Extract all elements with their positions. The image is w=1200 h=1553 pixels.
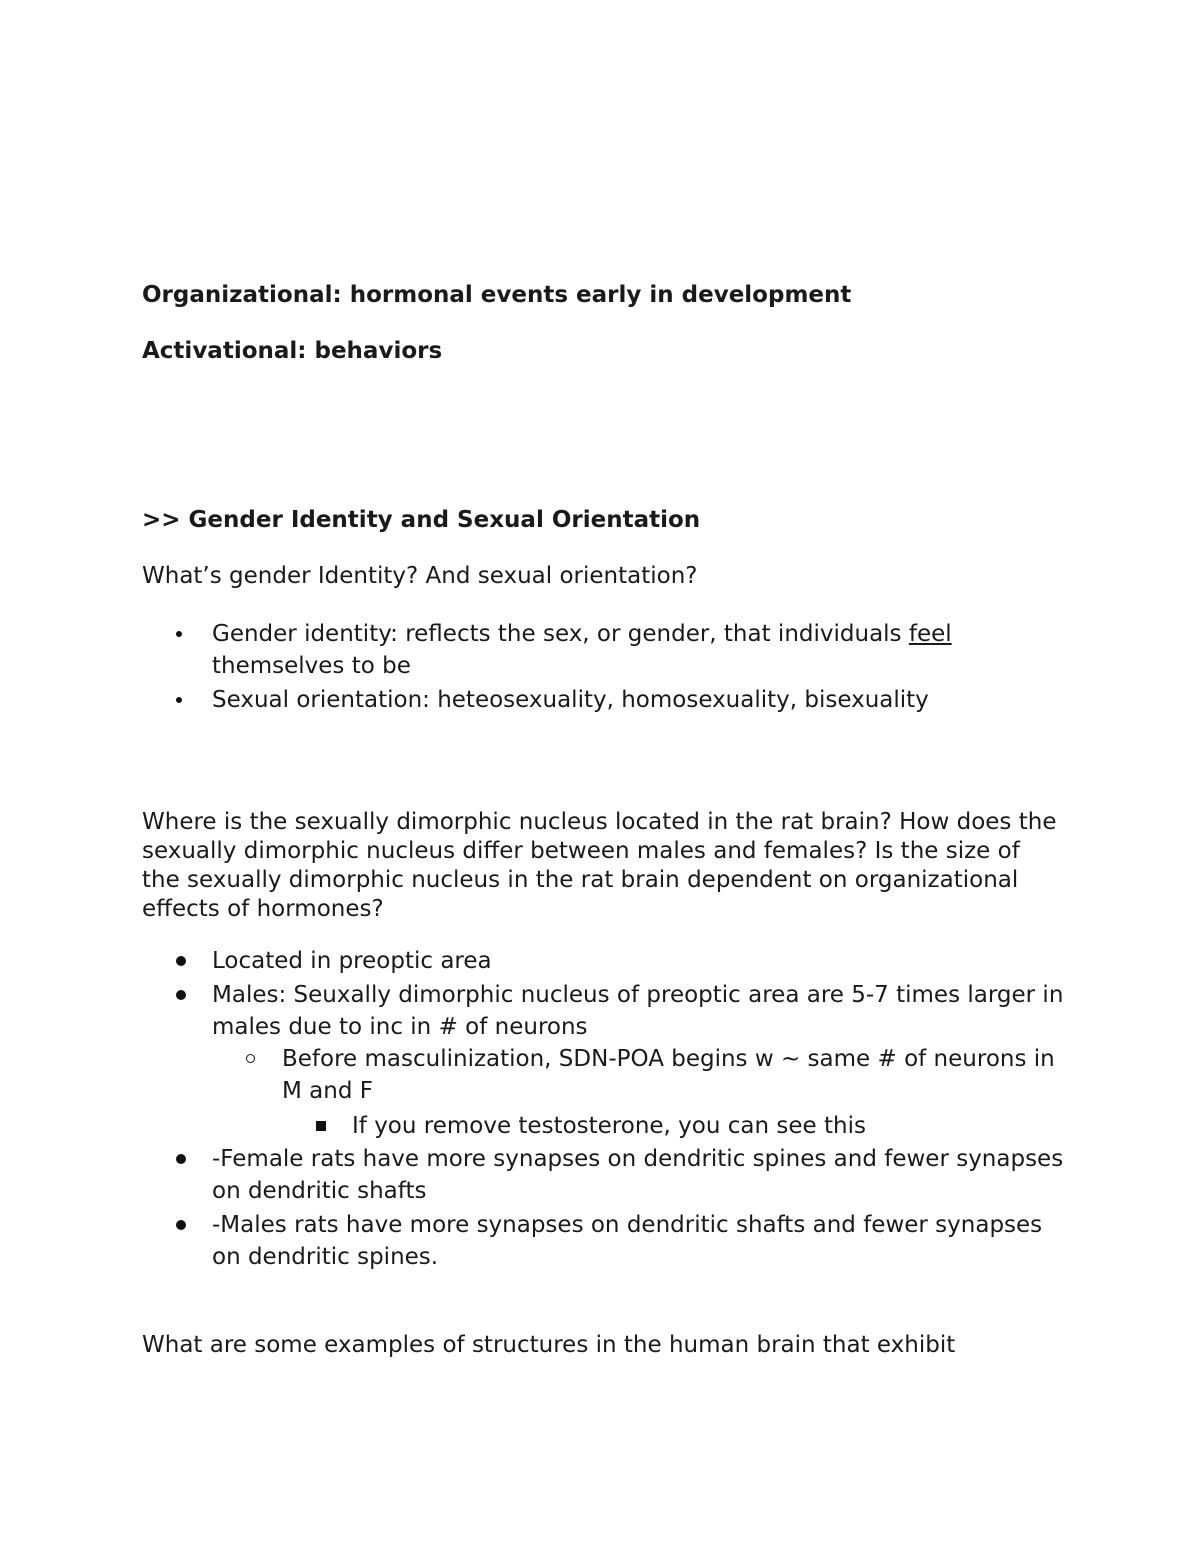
list-item: Sexual orientation: heteosexuality, homosexuality, bisexuality — [212, 684, 1072, 716]
bullet-icon — [176, 990, 186, 1000]
circle-bullet-icon — [246, 1054, 255, 1063]
heading-activational: Activational: behaviors — [142, 338, 443, 364]
bullet-icon — [176, 1154, 186, 1164]
square-bullet-icon — [316, 1121, 326, 1131]
question-sdn: Where is the sexually dimorphic nucleus located in the rat brain? How does the sexually dimorphic nucleus differ between males and females? Is the size of the sexually dimorphic nucleus in the rat brain dependent on organizational effects of hormones? — [142, 809, 1057, 922]
synapse-list — [212, 1143, 1072, 1273]
list-item: Gender identity: reflects the sex, or gender, that individuals feel themselves to be — [212, 618, 1072, 682]
list-item: Located in preoptic area — [212, 945, 1072, 977]
gender-identity-list — [212, 618, 1072, 716]
list-item: Males: Seuxally dimorphic nucleus of preoptic area are 5-7 times larger in males due to inc in # of neurons — [212, 979, 1072, 1043]
bullet-icon — [176, 697, 182, 703]
list-item: Before masculinization, SDN-POA begins w ~ same # of neurons in M and F — [282, 1043, 1072, 1107]
question-human-brain: What are some examples of structures in the human brain that exhibit — [142, 1332, 956, 1358]
heading-organizational: Organizational: hormonal events early in development — [142, 282, 852, 308]
list-item: -Males rats have more synapses on dendritic shafts and fewer synapses on dendritic spines. — [212, 1209, 1072, 1273]
list-item: -Female rats have more synapses on dendritic spines and fewer synapses on dendritic shafts — [212, 1143, 1072, 1207]
underlined-word: feel — [908, 621, 952, 647]
list-item: If you remove testosterone, you can see this — [352, 1110, 1072, 1142]
question-gender-identity: What’s gender Identity? And sexual orientation? — [142, 563, 698, 589]
section-heading: >> Gender Identity and Sexual Orientation — [142, 507, 701, 533]
bullet-icon — [176, 956, 186, 966]
sdn-subsublist — [352, 1110, 1072, 1142]
sdn-list — [212, 945, 1072, 1043]
bullet-icon — [176, 1220, 186, 1230]
bullet-icon — [176, 631, 182, 637]
sdn-sublist — [282, 1043, 1072, 1107]
